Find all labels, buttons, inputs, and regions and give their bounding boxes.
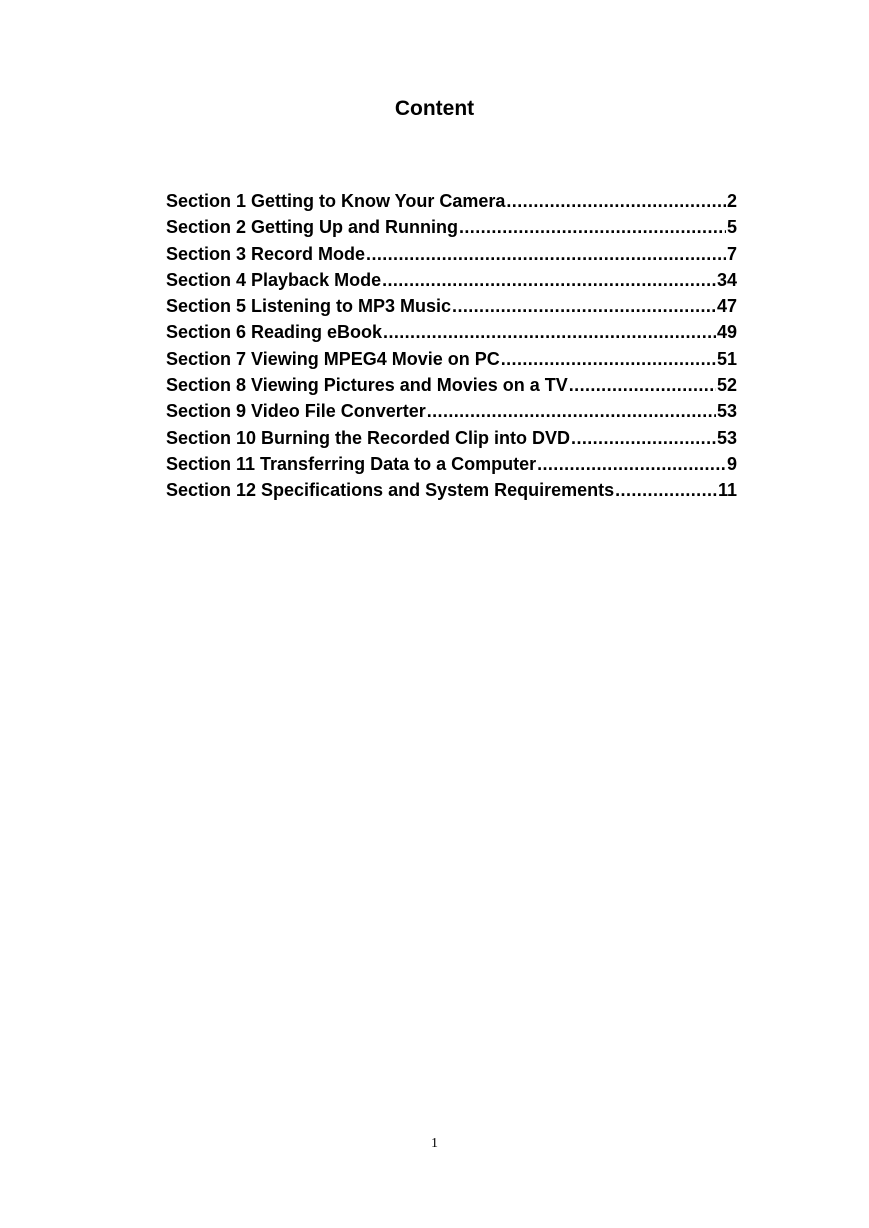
toc-entry[interactable] xyxy=(166,319,737,345)
toc-dot-leader xyxy=(615,477,717,503)
toc-entry-label: Section 2 Getting Up and Running xyxy=(166,217,458,238)
toc-entry-page: 9 xyxy=(726,453,737,474)
toc-entry-label: Section 5 Listening to MP3 Music xyxy=(166,296,452,317)
toc-entry-label: Section 6 Reading eBook xyxy=(166,322,383,343)
toc-entry-page: 47 xyxy=(716,296,737,317)
toc-entry-label: Section 10 Burning the Recorded Clip into DVD xyxy=(166,427,571,448)
toc-entry[interactable] xyxy=(166,451,737,477)
toc-entry-page: 2 xyxy=(726,191,737,211)
toc-entry-label: Section 7 Viewing MPEG4 Movie on PC xyxy=(166,348,500,369)
toc-entry-page: 53 xyxy=(716,427,737,448)
toc-entry[interactable] xyxy=(166,188,737,214)
toc-dot-leader xyxy=(452,293,716,319)
toc-dot-leader xyxy=(366,241,726,267)
toc-dot-leader xyxy=(501,346,716,372)
toc-entry-label: Section 11 Transferring Data to a Computer xyxy=(166,453,537,474)
toc-entry-label: Section 8 Viewing Pictures and Movies on a TV xyxy=(166,375,568,396)
toc-entry-label: Section 1 Getting to Know Your Camera xyxy=(166,191,506,211)
toc-dot-leader xyxy=(537,451,726,477)
table-of-contents xyxy=(166,188,737,504)
toc-entry[interactable] xyxy=(166,267,737,293)
toc-entry-page: 5 xyxy=(726,217,737,238)
toc-entry-page: 34 xyxy=(716,269,737,290)
toc-entry-page: 7 xyxy=(726,243,737,264)
toc-dot-leader xyxy=(383,319,716,345)
toc-dot-leader xyxy=(569,372,716,398)
toc-entry[interactable] xyxy=(166,398,737,424)
toc-entry-label: Section 4 Playback Mode xyxy=(166,269,382,290)
toc-entry[interactable] xyxy=(166,293,737,319)
page-title: Content xyxy=(394,97,475,120)
toc-dot-leader xyxy=(506,188,726,214)
toc-entry-page: 49 xyxy=(716,322,737,343)
toc-dot-leader xyxy=(571,425,716,451)
toc-dot-leader xyxy=(382,267,716,293)
toc-entry-label: Section 9 Video File Converter xyxy=(166,401,426,422)
toc-entry-page: 52 xyxy=(716,375,737,396)
toc-entry-page: 11 xyxy=(717,480,737,501)
toc-dot-leader xyxy=(459,214,726,240)
toc-entry-page: 53 xyxy=(716,401,737,422)
toc-entry-page: 51 xyxy=(716,348,737,369)
page-number: 1 xyxy=(431,1136,438,1151)
toc-dot-leader xyxy=(427,398,716,424)
toc-entry[interactable] xyxy=(166,425,737,451)
toc-entry-label: Section 3 Record Mode xyxy=(166,243,366,264)
toc-entry[interactable] xyxy=(166,372,737,398)
toc-entry[interactable] xyxy=(166,346,737,372)
toc-entry[interactable] xyxy=(166,477,737,503)
toc-entry-label: Section 12 Specifications and System Requirements xyxy=(166,480,615,501)
toc-entry[interactable] xyxy=(166,214,737,240)
toc-entry[interactable] xyxy=(166,241,737,267)
